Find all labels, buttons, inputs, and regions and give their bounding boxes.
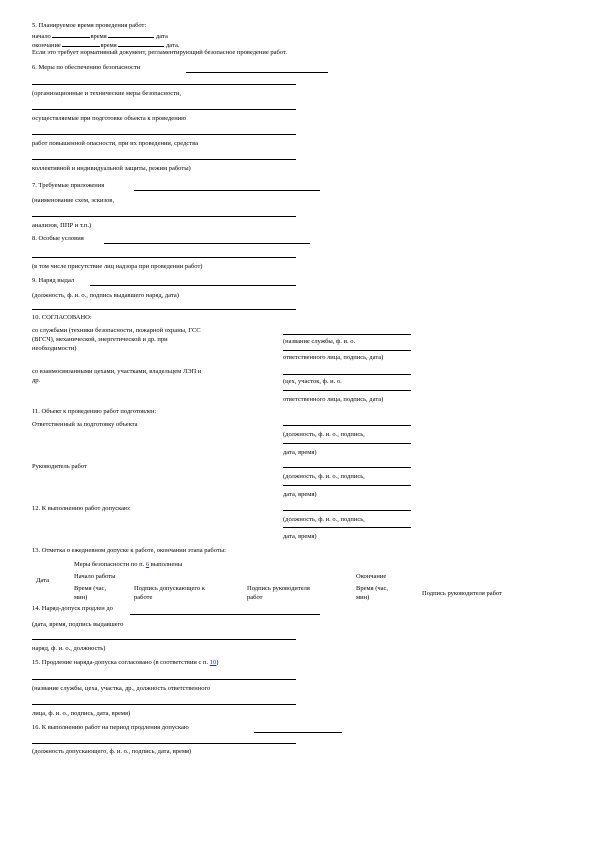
- s11-resp-hint-1: (должность, ф. и. о., подпись,: [283, 431, 365, 438]
- s5-start-time-blank[interactable]: [108, 31, 154, 38]
- s10-left-1a: со службами (техники безопасности, пожарной охраны, ГСС: [32, 327, 201, 334]
- s5-end-time-label: время: [100, 42, 117, 49]
- s11-resp-hint-2: дата, время): [283, 449, 317, 456]
- s15-title-close: ): [216, 659, 219, 666]
- s5-start-label: начало: [32, 33, 51, 40]
- s11-line-resp-2[interactable]: [283, 443, 411, 444]
- s10-right-3: (цех, участок, ф. и. о.: [283, 378, 342, 385]
- s7-line-2[interactable]: [32, 216, 296, 217]
- s6-line-1[interactable]: [186, 72, 328, 73]
- s6-hint-1: (организационные и технические меры безопасности,: [32, 90, 182, 97]
- s13-col-date: Дата: [36, 577, 49, 584]
- s6-hint-4: коллективной и индивидуальной защиты, режим работы): [32, 165, 191, 172]
- s16-title: 16. К выполнению работ на период продления допускаю: [32, 724, 189, 731]
- s9-title: 9. Наряд выдал: [32, 277, 75, 284]
- s13-time-2a: Время (час,: [356, 585, 389, 592]
- s10-line-shop-2[interactable]: [283, 390, 411, 391]
- s5-title: 5. Планируемое время проведения работ:: [32, 22, 147, 29]
- s13-time-2b: мин): [356, 594, 370, 601]
- s12-line-1[interactable]: [283, 510, 411, 511]
- s10-left-2a: со взаимосвязанными цехами, участками, владельцем ЛЭП и: [32, 368, 202, 375]
- s15-title-text: 15. Продление наряда-допуска согласовано (в соответствии с п.: [32, 659, 209, 666]
- s11-head-hint-1: (должность, ф. и. о., подпись,: [283, 473, 365, 480]
- s6-line-3[interactable]: [32, 109, 296, 110]
- s15-line-2[interactable]: [32, 704, 296, 705]
- s5-start-date-label: дата: [156, 33, 168, 40]
- s9-hint: (должность, ф. и. о., подпись выдавшего наряд, дата): [32, 292, 179, 299]
- s6-line-4[interactable]: [32, 134, 296, 135]
- s10-right-2: ответственного лица, подпись, дата): [283, 354, 384, 361]
- s15-hint-1: (название службы, цеха, участка, др., должность ответственного: [32, 685, 211, 692]
- s6-line-2[interactable]: [32, 84, 296, 85]
- s13-time-1b: мин): [74, 594, 88, 601]
- s13-head-3: Подпись руководителя работ: [422, 590, 502, 597]
- s13-admit-1: Подпись допускающего к: [134, 585, 205, 592]
- s10-line-service[interactable]: [283, 334, 411, 335]
- s13-start-header: Начало работы: [74, 573, 116, 580]
- s5-end-blank[interactable]: [62, 40, 100, 47]
- s6-title: 6. Меры по обеспечению безопасности: [32, 64, 141, 71]
- s13-admit-2: работе: [134, 594, 153, 601]
- s13-measures-link[interactable]: 6: [145, 561, 150, 568]
- s14-hint-2: наряд, ф. и. о., должность): [32, 645, 106, 652]
- s11-title: 11. Объект к проведению работ подготовлен:: [32, 408, 157, 415]
- s6-hint-2: осуществляемые при подготовке объекта к проведению: [32, 115, 187, 122]
- s11-resp: Ответственный за подготовку объекта: [32, 421, 138, 428]
- s11-line-head[interactable]: [283, 467, 411, 468]
- s13-head-1: Подпись руководителя: [247, 585, 310, 592]
- s8-hint: (в том числе присутствие лиц надзора при проведении работ): [32, 263, 203, 270]
- s10-title: 10. СОГЛАСОВАНО:: [32, 314, 92, 321]
- s16-line-2[interactable]: [32, 743, 296, 744]
- s9-line-1[interactable]: [90, 285, 296, 286]
- s13-title: 13. Отметка о ежедневном допуске к работе, окончании этапа работы:: [32, 547, 226, 554]
- s13-measures: [74, 561, 182, 569]
- s7-line-1[interactable]: [134, 190, 320, 191]
- s10-left-1b: (ВГСЧ), механической, энергетической и др. при: [32, 336, 168, 343]
- s14-line-1[interactable]: [130, 614, 320, 615]
- s13-measures-tail: выполнены: [150, 561, 183, 568]
- s8-line-2[interactable]: [32, 257, 296, 258]
- s12-hint-1: (должность, ф. и. о., подпись,: [283, 516, 365, 523]
- s7-title: 7. Требуемые приложения: [32, 182, 105, 189]
- s7-hint-2: анализов, ППР и т.п.): [32, 222, 92, 229]
- s12-title: 12. К выполнению работ допускаю:: [32, 505, 131, 512]
- s11-head-hint-2: дата, время): [283, 491, 317, 498]
- s10-line-shop[interactable]: [283, 374, 411, 375]
- s13-time-1a: Время (час,: [74, 585, 107, 592]
- s9-line-2[interactable]: [32, 309, 296, 310]
- s14-title: 14. Наряд-допуск продлен до: [32, 605, 113, 612]
- s10-line-service-2[interactable]: [283, 350, 411, 351]
- s14-line-2[interactable]: [32, 639, 296, 640]
- s10-left-1c: необходимости): [32, 345, 77, 352]
- s11-line-resp[interactable]: [283, 425, 411, 426]
- s7-hint-1: (наименование схем, эскизов,: [32, 197, 114, 204]
- s8-line-1[interactable]: [104, 243, 310, 244]
- s5-end-label: окончание: [32, 42, 61, 49]
- s11-head: Руководитель работ: [32, 463, 87, 470]
- s5-start-blank[interactable]: [52, 31, 90, 38]
- s15-hint-2: лица, ф. и. о., подпись, дата, время): [32, 710, 131, 717]
- s10-right-4: ответственного лица, подпись, дата): [283, 396, 384, 403]
- s14-hint-1: (дата, время, подпись выдавшего: [32, 621, 124, 628]
- s12-hint-2: дата, время): [283, 533, 317, 540]
- s13-measures-text: Меры безопасности по п.: [74, 561, 145, 568]
- s13-end-header: Окончание: [356, 573, 387, 580]
- s16-line-1[interactable]: [254, 732, 342, 733]
- s15-title: [32, 659, 218, 667]
- s6-hint-3: работ повышенной опасности, при их проведении, средства: [32, 140, 198, 147]
- s10-left-2b: др.: [32, 377, 41, 384]
- s12-line-2[interactable]: [283, 527, 411, 528]
- s6-line-5[interactable]: [32, 159, 296, 160]
- s10-right-1: (название службы, ф. и. о.: [283, 338, 356, 345]
- s15-line-1[interactable]: [32, 679, 296, 680]
- s5-end-time-blank[interactable]: [118, 40, 164, 47]
- s5-note: Если это требует нормативный документ, регламентирующий безопасное проведение работ.: [32, 49, 287, 56]
- s13-head-2: работ: [247, 594, 263, 601]
- s5-start-time-label: время: [90, 33, 107, 40]
- s11-line-head-2[interactable]: [283, 485, 411, 486]
- s5-end-date-label: дата.: [166, 42, 180, 49]
- s16-hint: (должность допускающего, ф. и. о., подпись, дата, время): [32, 748, 192, 755]
- s8-title: 8. Особые условия: [32, 235, 84, 242]
- s15-title-link[interactable]: 10: [209, 659, 217, 666]
